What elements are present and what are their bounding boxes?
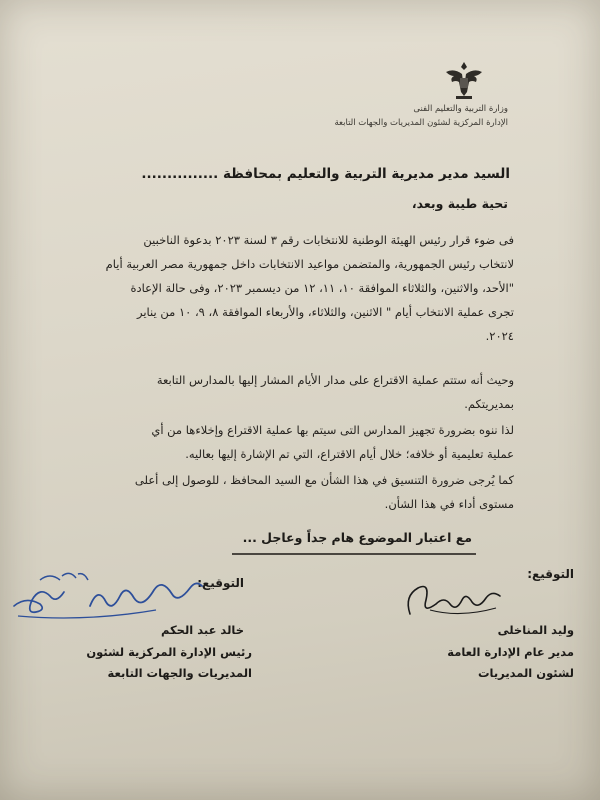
greeting: تحية طيبة وبعد، [411, 196, 508, 211]
paragraph-line: ٢٠٢٤. [485, 329, 514, 343]
paragraph-line: عملية تعليمية أو خلافه؛ خلال أيام الاقتراع، التي تم الإشارة إليها بعاليه. [185, 447, 514, 461]
paragraph-line: فى ضوء قرار رئيس الهيئة الوطنية للانتخابات رقم ٣ لسنة ٢٠٢٣ بدعوة الناخبين [143, 233, 514, 247]
signature-label-left: التوقيع: [197, 576, 244, 590]
signatory-right-title-line: مدير عام الإدارة العامة [447, 645, 574, 659]
signature-label-right: التوقيع: [527, 567, 574, 581]
urgency-note: مع اعتبار الموضوع هام جداً وعاجل ... [242, 530, 472, 545]
paragraph-3 [151, 418, 514, 466]
signatory-left-title [86, 642, 252, 684]
egypt-eagle-emblem-icon [442, 58, 486, 102]
paragraph-line: "الأحد، والاثنين، والثلاثاء الموافقة ١٠، ١١، ١٢ من ديسمبر ٢٠٢٣، وفى حالة الإعادة [130, 281, 514, 295]
paragraph-line: لانتخاب رئيس الجمهورية، والمتضمن مواعيد الانتخابات داخل جمهورية مصر العربية أيام [105, 257, 514, 271]
paragraph-4 [135, 468, 514, 516]
signatory-left-title-line: المديريات والجهات التابعة [107, 666, 252, 680]
department-name: الإدارة المركزية لشئون المديريات والجهات التابعة [334, 118, 508, 128]
paragraph-line: كما يُرجى ضرورة التنسيق في هذا الشأن مع السيد المحافظ ، للوصول إلى أعلى [134, 473, 514, 487]
urgency-underline [232, 553, 476, 555]
paragraph-1 [106, 228, 514, 348]
signatory-left-title-line: رئيس الإدارة المركزية لشئون [86, 645, 252, 659]
signatory-left-name: خالد عبد الحكم [160, 623, 244, 637]
handwritten-signature-right [400, 574, 510, 624]
paragraph-line: بمديريتكم. [464, 397, 514, 411]
ministry-name: وزارة التربية والتعليم الفنى [413, 104, 508, 114]
handwritten-signature-left [6, 566, 206, 626]
paragraph-2 [157, 368, 514, 416]
signatory-right-title [447, 642, 574, 684]
paragraph-line: تجرى عملية الانتخاب أيام " الاثنين، والثلاثاء، والأربعاء الموافقة ٨، ٩، ١٠ من يناير [136, 305, 514, 319]
paragraph-line: مستوى أداء في هذا الشأن. [384, 497, 514, 511]
signatory-right-title-line: لشئون المديريات [477, 666, 574, 680]
paragraph-line: لذا ننوه بضرورة تجهيز المدارس التى سيتم بها عملية الاقتراع وإخلاءها من أي [151, 423, 514, 437]
signatory-right-name: وليد المناخلى [497, 623, 574, 637]
paragraph-line: وحيث أنه ستتم عملية الاقتراع على مدار الأيام المشار إليها بالمدارس التابعة [156, 373, 514, 387]
addressee-line: السيد مدير مديرية التربية والتعليم بمحافظة ............... [141, 166, 510, 182]
